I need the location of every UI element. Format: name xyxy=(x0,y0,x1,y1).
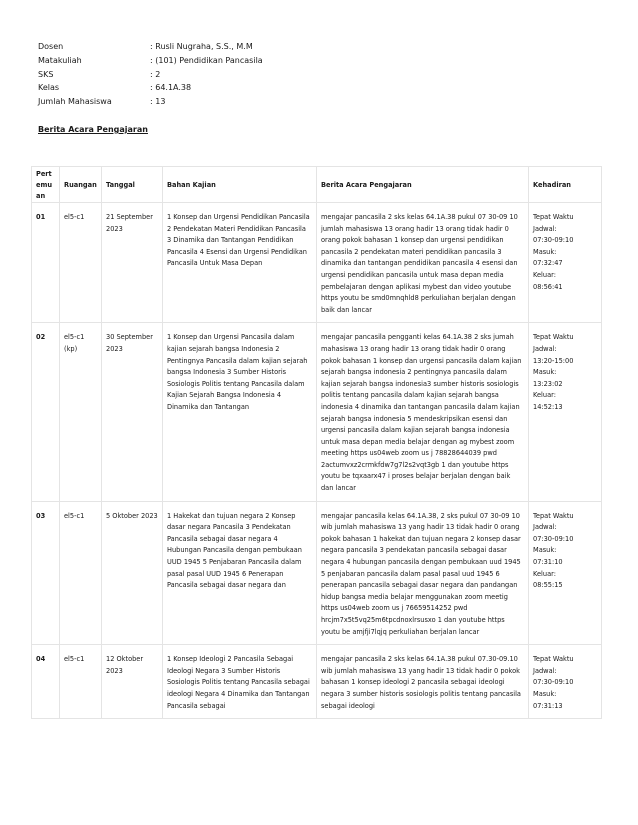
info-row-kelas xyxy=(38,81,263,95)
kehadiran-keluar-label: Keluar: xyxy=(533,270,556,279)
cell-berita-acara: mengajar pancasila 2 sks kelas 64.1A.38 pukul 07.30-09.10 wib jumlah mahasiswa 13 yang hadir 13 tidak hadir 0 pokok bahasan 1 konsep ideologi 2 pancasila sebagai ideologi negara 3 sumber historis sosiologis politis tentang pancasila sebagai ideologi xyxy=(317,645,529,719)
info-value: : Rusli Nugraha, S.S., M.M xyxy=(150,42,253,51)
kehadiran-status: Tepat Waktu xyxy=(533,655,574,664)
header-berita-acara: Berita Acara Pengajaran xyxy=(317,167,529,203)
cell-ruangan: el5-c1 (kp) xyxy=(60,323,102,501)
kehadiran-keluar-label: Keluar: xyxy=(533,569,556,578)
kehadiran-keluar: 08:56:41 xyxy=(533,282,563,291)
info-label: SKS xyxy=(38,69,54,79)
cell-ruangan: el5-c1 xyxy=(60,645,102,719)
table-row xyxy=(32,645,602,719)
info-label: Kelas xyxy=(38,83,60,93)
kehadiran-masuk: 07:31:13 xyxy=(533,701,563,710)
info-label: Matakuliah xyxy=(38,55,82,65)
cell-bahan-kajian: 1 Konsep dan Urgensi Pancasila dalam kajian sejarah bangsa Indonesia 2 Pentingnya Pancasila dalam kajian sejarah bangsa Indonesia 3 Sumber Historis Sosiologis Politis tentang Pancasila dalam Kajian Sejarah Bangsa Indonesia 4 Dinamika dan Tantangan xyxy=(163,323,317,501)
cell-kehadiran xyxy=(529,501,602,645)
cell-pertemuan: 02 xyxy=(32,323,60,501)
kehadiran-jadwal: 07:30-09:10 xyxy=(533,236,574,245)
header-pertemuan: Pertemuan xyxy=(32,167,60,203)
cell-berita-acara: mengajar pancasila 2 sks kelas 64.1A.38 pukul 07 30-09 10 jumlah mahasiswa 13 orang hadir 13 orang tidak hadir 0 orang pokok bahasan 1 konsep dan urgensi pendidikan pancasila 2 pendekatan materi pendidikan pancasila 3 dinamika dan tantangan pendidikan pancasila 4 esensi dan urgensi pendidikan pancasila untuk masa depan media pembelajaran dengan aplikasi mybest dan video youtube https youtu be smd0mnqhld8 perkuliahan berjalan dengan baik dan lancar xyxy=(317,203,529,323)
berita-acara-table xyxy=(31,166,602,719)
kehadiran-jadwal: 07:30-09:10 xyxy=(533,678,574,687)
info-row-jumlah-mahasiswa xyxy=(38,95,263,109)
info-row-sks xyxy=(38,68,263,82)
cell-tanggal: 30 September 2023 xyxy=(102,323,163,501)
kehadiran-masuk: 07:31:10 xyxy=(533,558,563,567)
section-title: Berita Acara Pengajaran xyxy=(38,125,148,134)
table-row xyxy=(32,323,602,501)
info-row-matakuliah xyxy=(38,54,263,68)
kehadiran-status: Tepat Waktu xyxy=(533,333,574,342)
cell-kehadiran xyxy=(529,645,602,719)
kehadiran-jadwal-label: Jadwal: xyxy=(533,224,557,233)
kehadiran-masuk: 07:32:47 xyxy=(533,259,563,268)
cell-pertemuan: 01 xyxy=(32,203,60,323)
table-header-row xyxy=(32,167,602,203)
kehadiran-masuk-label: Masuk: xyxy=(533,689,557,698)
info-value: : 64.1A.38 xyxy=(150,83,192,93)
info-value: : (101) Pendidikan Pancasila xyxy=(150,55,263,65)
cell-bahan-kajian: 1 Konsep dan Urgensi Pendidikan Pancasila 2 Pendekatan Materi Pendidikan Pancasila 3 Dinamika dan Tantangan Pendidikan Pancasila 4 Esensi dan Urgensi Pendidikan Pancasila Untuk Masa Depan xyxy=(163,203,317,323)
cell-tanggal: 21 September 2023 xyxy=(102,203,163,323)
info-row-dosen xyxy=(38,40,263,54)
cell-tanggal: 5 Oktober 2023 xyxy=(102,501,163,645)
info-label: Jumlah Mahasiswa xyxy=(38,97,112,107)
cell-tanggal: 12 Oktober 2023 xyxy=(102,645,163,719)
kehadiran-masuk-label: Masuk: xyxy=(533,368,557,377)
header-ruangan: Ruangan xyxy=(60,167,102,203)
kehadiran-jadwal-label: Jadwal: xyxy=(533,666,557,675)
cell-kehadiran xyxy=(529,203,602,323)
table-row xyxy=(32,203,602,323)
cell-pertemuan: 04 xyxy=(32,645,60,719)
table-row xyxy=(32,501,602,645)
cell-ruangan: el5-c1 xyxy=(60,501,102,645)
cell-ruangan: el5-c1 xyxy=(60,203,102,323)
info-label: Dosen xyxy=(38,42,64,51)
kehadiran-jadwal-label: Jadwal: xyxy=(533,523,557,532)
kehadiran-jadwal: 13:20-15:00 xyxy=(533,356,574,365)
cell-berita-acara: mengajar pancasila pengganti kelas 64.1A.38 2 sks jumah mahasiswa 13 orang hadir 13 orang tidak hadir 0 orang pokok bahasan 1 konsep dan urgensi pancasila dalam kajian sejarah bangsa indonesia 2 pentingnya pancasila dalam kajian sejarah bangsa indonesia3 sumber historis sosiologis politis tentang pancasila dalam kajian sejarah bangsa indonesia 4 dinamika dan tantangan pancasila dalam kajian sejarah bangsa indonesia 5 mendeskripsikan esensi dan urgensi pancasila dalam kajian sejarah bangsa indonesia untuk masa depan media belajar dengan ag mybest zoom meeting https us04web zoom us j 78828644039 pwd 2actumvxz2crmkfdw7g7l2s2vqt3gb 1 dan youtube https youtu be tqxaarx47 i proses belajar berjalan dengan baik dan lancar xyxy=(317,323,529,501)
header-kehadiran: Kehadiran xyxy=(529,167,602,203)
kehadiran-keluar: 08:55:15 xyxy=(533,581,563,590)
kehadiran-masuk-label: Masuk: xyxy=(533,546,557,555)
kehadiran-keluar-label: Keluar: xyxy=(533,391,556,400)
cell-bahan-kajian: 1 Konsep Ideologi 2 Pancasila Sebagai Ideologi Negara 3 Sumber Historis Sosiologis Politis tentang Pancasila sebagai ideologi Negara 4 Dinamika dan Tantangan Pancasila sebagai xyxy=(163,645,317,719)
kehadiran-status: Tepat Waktu xyxy=(533,213,574,221)
kehadiran-jadwal: 07:30-09:10 xyxy=(533,534,574,543)
info-value: : 13 xyxy=(150,97,166,107)
kehadiran-status: Tepat Waktu xyxy=(533,511,574,520)
cell-pertemuan: 03 xyxy=(32,501,60,645)
kehadiran-masuk-label: Masuk: xyxy=(533,247,557,256)
info-value: : 2 xyxy=(150,69,161,79)
kehadiran-keluar: 14:52:13 xyxy=(533,402,563,411)
cell-bahan-kajian: 1 Hakekat dan tujuan negara 2 Konsep dasar negara Pancasila 3 Pendekatan Pancasila sebagai dasar negara 4 Hubungan Pancasila dengan pembukaan UUD 1945 5 Penjabaran Pancasila dalam pasal pasal UUD 1945 6 Penerapan Pancasila sebagai dasar negara dan xyxy=(163,501,317,645)
kehadiran-masuk: 13:23:02 xyxy=(533,379,563,388)
course-info xyxy=(38,40,263,109)
header-bahan-kajian: Bahan Kajian xyxy=(163,167,317,203)
kehadiran-jadwal-label: Jadwal: xyxy=(533,344,557,353)
cell-berita-acara: mengajar pancasila kelas 64.1A.38, 2 sks pukul 07 30-09 10 wib jumlah mahasiswa 13 yang hadir 13 tidak hadir 0 orang pokok bahasan 1 hakekat dan tujuan negara 2 konsep dasar negara pancasila 3 pendekatan pancasila sebagai dasar negara 4 hubungan pancasila dengan pembukaan uud 1945 5 penjabaran pancasila dalam pasal pasal uud 1945 6 penerapan pancasila sebagai dasar negara dan pandangan hidup bangsa media belajar menggunakan zoom meetig https us04web zoom us j 76659514252 pwd hrcjm7x5t5vq25m6tpcdnoxlrsusxo 1 dan youtube https youtu be amjfji7lqjq perkuliahan berjalan lancar xyxy=(317,501,529,645)
header-tanggal: Tanggal xyxy=(102,167,163,203)
cell-kehadiran xyxy=(529,323,602,501)
